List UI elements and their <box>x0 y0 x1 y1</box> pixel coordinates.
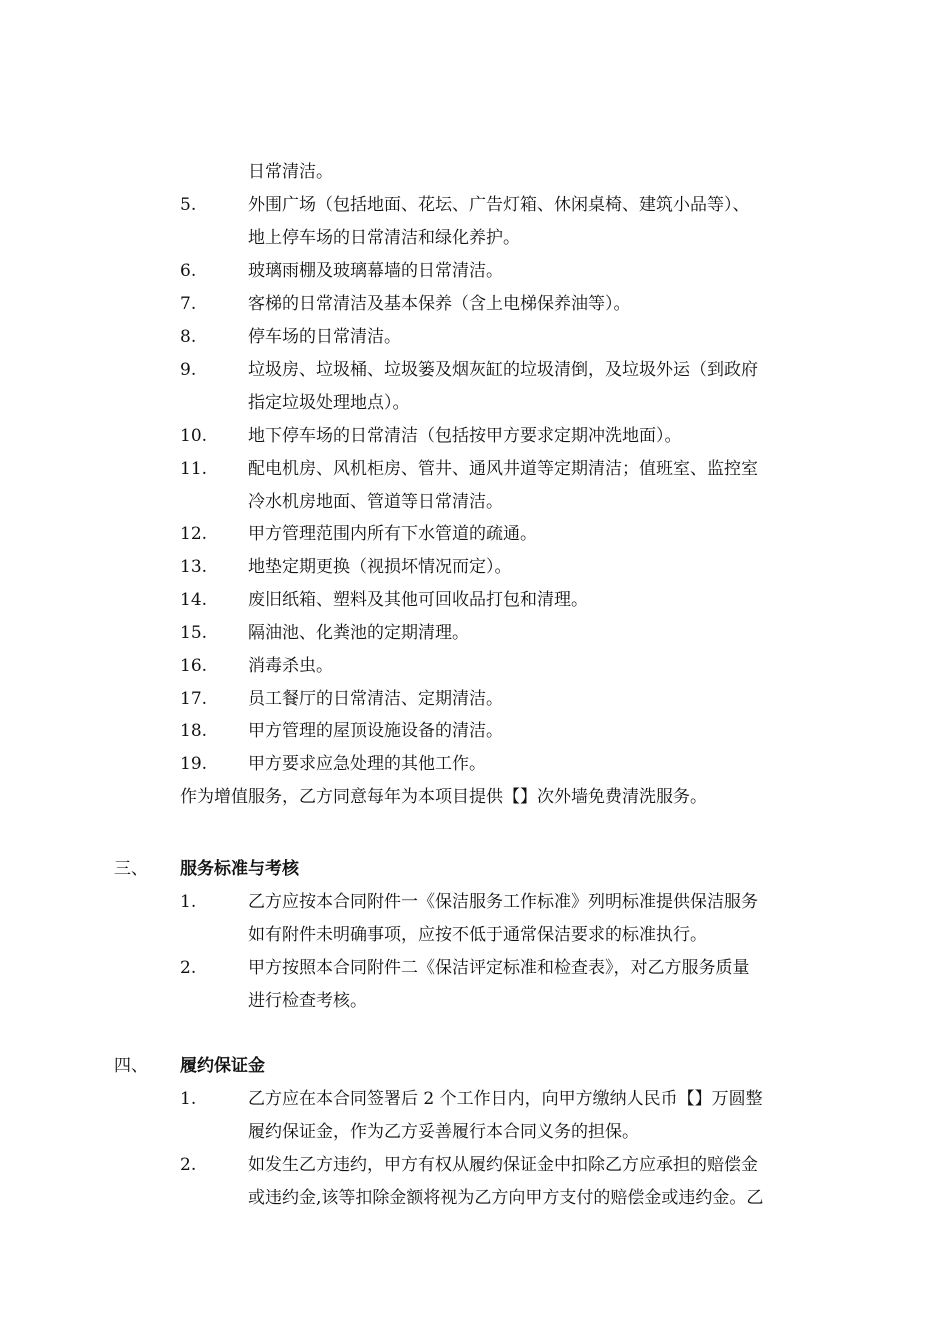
list-item-text: 客梯的日常清洁及基本保养（含上电梯保养油等）。 <box>248 294 631 314</box>
list-item-number: 13. <box>180 557 208 577</box>
list-item-text: 配电机房、风机柜房、管井、通风井道等定期清洁；值班室、监控室 <box>248 459 758 479</box>
list-item-number: 18. <box>180 721 208 741</box>
list-item-text: 甲方按照本合同附件二《保洁评定标准和检查表》，对乙方服务质量 <box>248 958 750 978</box>
list-item-text: 如有附件未明确事项，应按不低于通常保洁要求的标准执行。 <box>248 925 707 945</box>
section-3-title: 服务标准与考核 <box>180 859 299 879</box>
list-item-number: 11. <box>180 459 208 479</box>
list-item-text: 外围广场（包括地面、花坛、广告灯箱、休闲桌椅、建筑小品等）、 <box>248 195 750 215</box>
section-4-number: 四、 <box>114 1056 148 1076</box>
list-item-text: 或违约金,该等扣除金额将视为乙方向甲方支付的赔偿金或违约金。乙 <box>248 1188 764 1208</box>
list-item-text: 员工餐厅的日常清洁、定期清洁。 <box>248 689 503 709</box>
list-item-text: 甲方要求应急处理的其他工作。 <box>248 754 486 774</box>
list-item-number: 16. <box>180 656 208 676</box>
list-item-text: 垃圾房、垃圾桶、垃圾篓及烟灰缸的垃圾清倒，及垃圾外运（到政府 <box>248 360 758 380</box>
section-3-number: 三、 <box>114 859 148 879</box>
list-item-text: 地垫定期更换（视损坏情况而定）。 <box>248 557 512 577</box>
list-item-number: 2. <box>180 958 197 978</box>
list-item-text: 地下停车场的日常清洁（包括按甲方要求定期冲洗地面）。 <box>248 426 682 446</box>
list-item-number: 9. <box>180 360 197 380</box>
list-item-number: 2. <box>180 1155 197 1175</box>
value-added-paragraph: 作为增值服务，乙方同意每年为本项目提供【】次外墙免费清洗服务。 <box>180 787 707 807</box>
list-item-number: 1. <box>180 1089 197 1109</box>
list-item-text: 地上停车场的日常清洁和绿化养护。 <box>248 228 520 248</box>
list-item-number: 15. <box>180 623 208 643</box>
list-item-number: 8. <box>180 327 197 347</box>
list-item-text: 玻璃雨棚及玻璃幕墙的日常清洁。 <box>248 261 503 281</box>
list-item-text: 乙方应按本合同附件一《保洁服务工作标准》列明标准提供保洁服务 <box>248 892 758 912</box>
list-item-text: 隔油池、化粪池的定期清理。 <box>248 623 469 643</box>
list-item-number: 19. <box>180 754 208 774</box>
list-item-text: 进行检查考核。 <box>248 991 367 1011</box>
list-item-text: 甲方管理的屋顶设施设备的清洁。 <box>248 721 503 741</box>
list-item-number: 7. <box>180 294 197 314</box>
list-item-text: 废旧纸箱、塑料及其他可回收品打包和清理。 <box>248 590 588 610</box>
list-item-number: 5. <box>180 195 197 215</box>
list-item-text: 指定垃圾处理地点）。 <box>248 393 410 413</box>
list-item-text: 冷水机房地面、管道等日常清洁。 <box>248 492 503 512</box>
list-item-number: 10. <box>180 426 208 446</box>
section-4-title: 履约保证金 <box>180 1056 265 1076</box>
list-item-number: 12. <box>180 524 208 544</box>
item-4-continuation: 日常清洁。 <box>248 162 333 182</box>
list-item-text: 乙方应在本合同签署后 2 个工作日内，向甲方缴纳人民币【】万圆整 <box>248 1089 763 1109</box>
list-item-number: 17. <box>180 689 208 709</box>
list-item-number: 1. <box>180 892 197 912</box>
list-item-text: 如发生乙方违约，甲方有权从履约保证金中扣除乙方应承担的赔偿金 <box>248 1155 758 1175</box>
list-item-text: 甲方管理范围内所有下水管道的疏通。 <box>248 524 537 544</box>
list-item-text: 停车场的日常清洁。 <box>248 327 401 347</box>
list-item-text: 消毒杀虫。 <box>248 656 333 676</box>
list-item-number: 6. <box>180 261 197 281</box>
list-item-number: 14. <box>180 590 208 610</box>
list-item-text: 履约保证金，作为乙方妥善履行本合同义务的担保。 <box>248 1122 639 1142</box>
